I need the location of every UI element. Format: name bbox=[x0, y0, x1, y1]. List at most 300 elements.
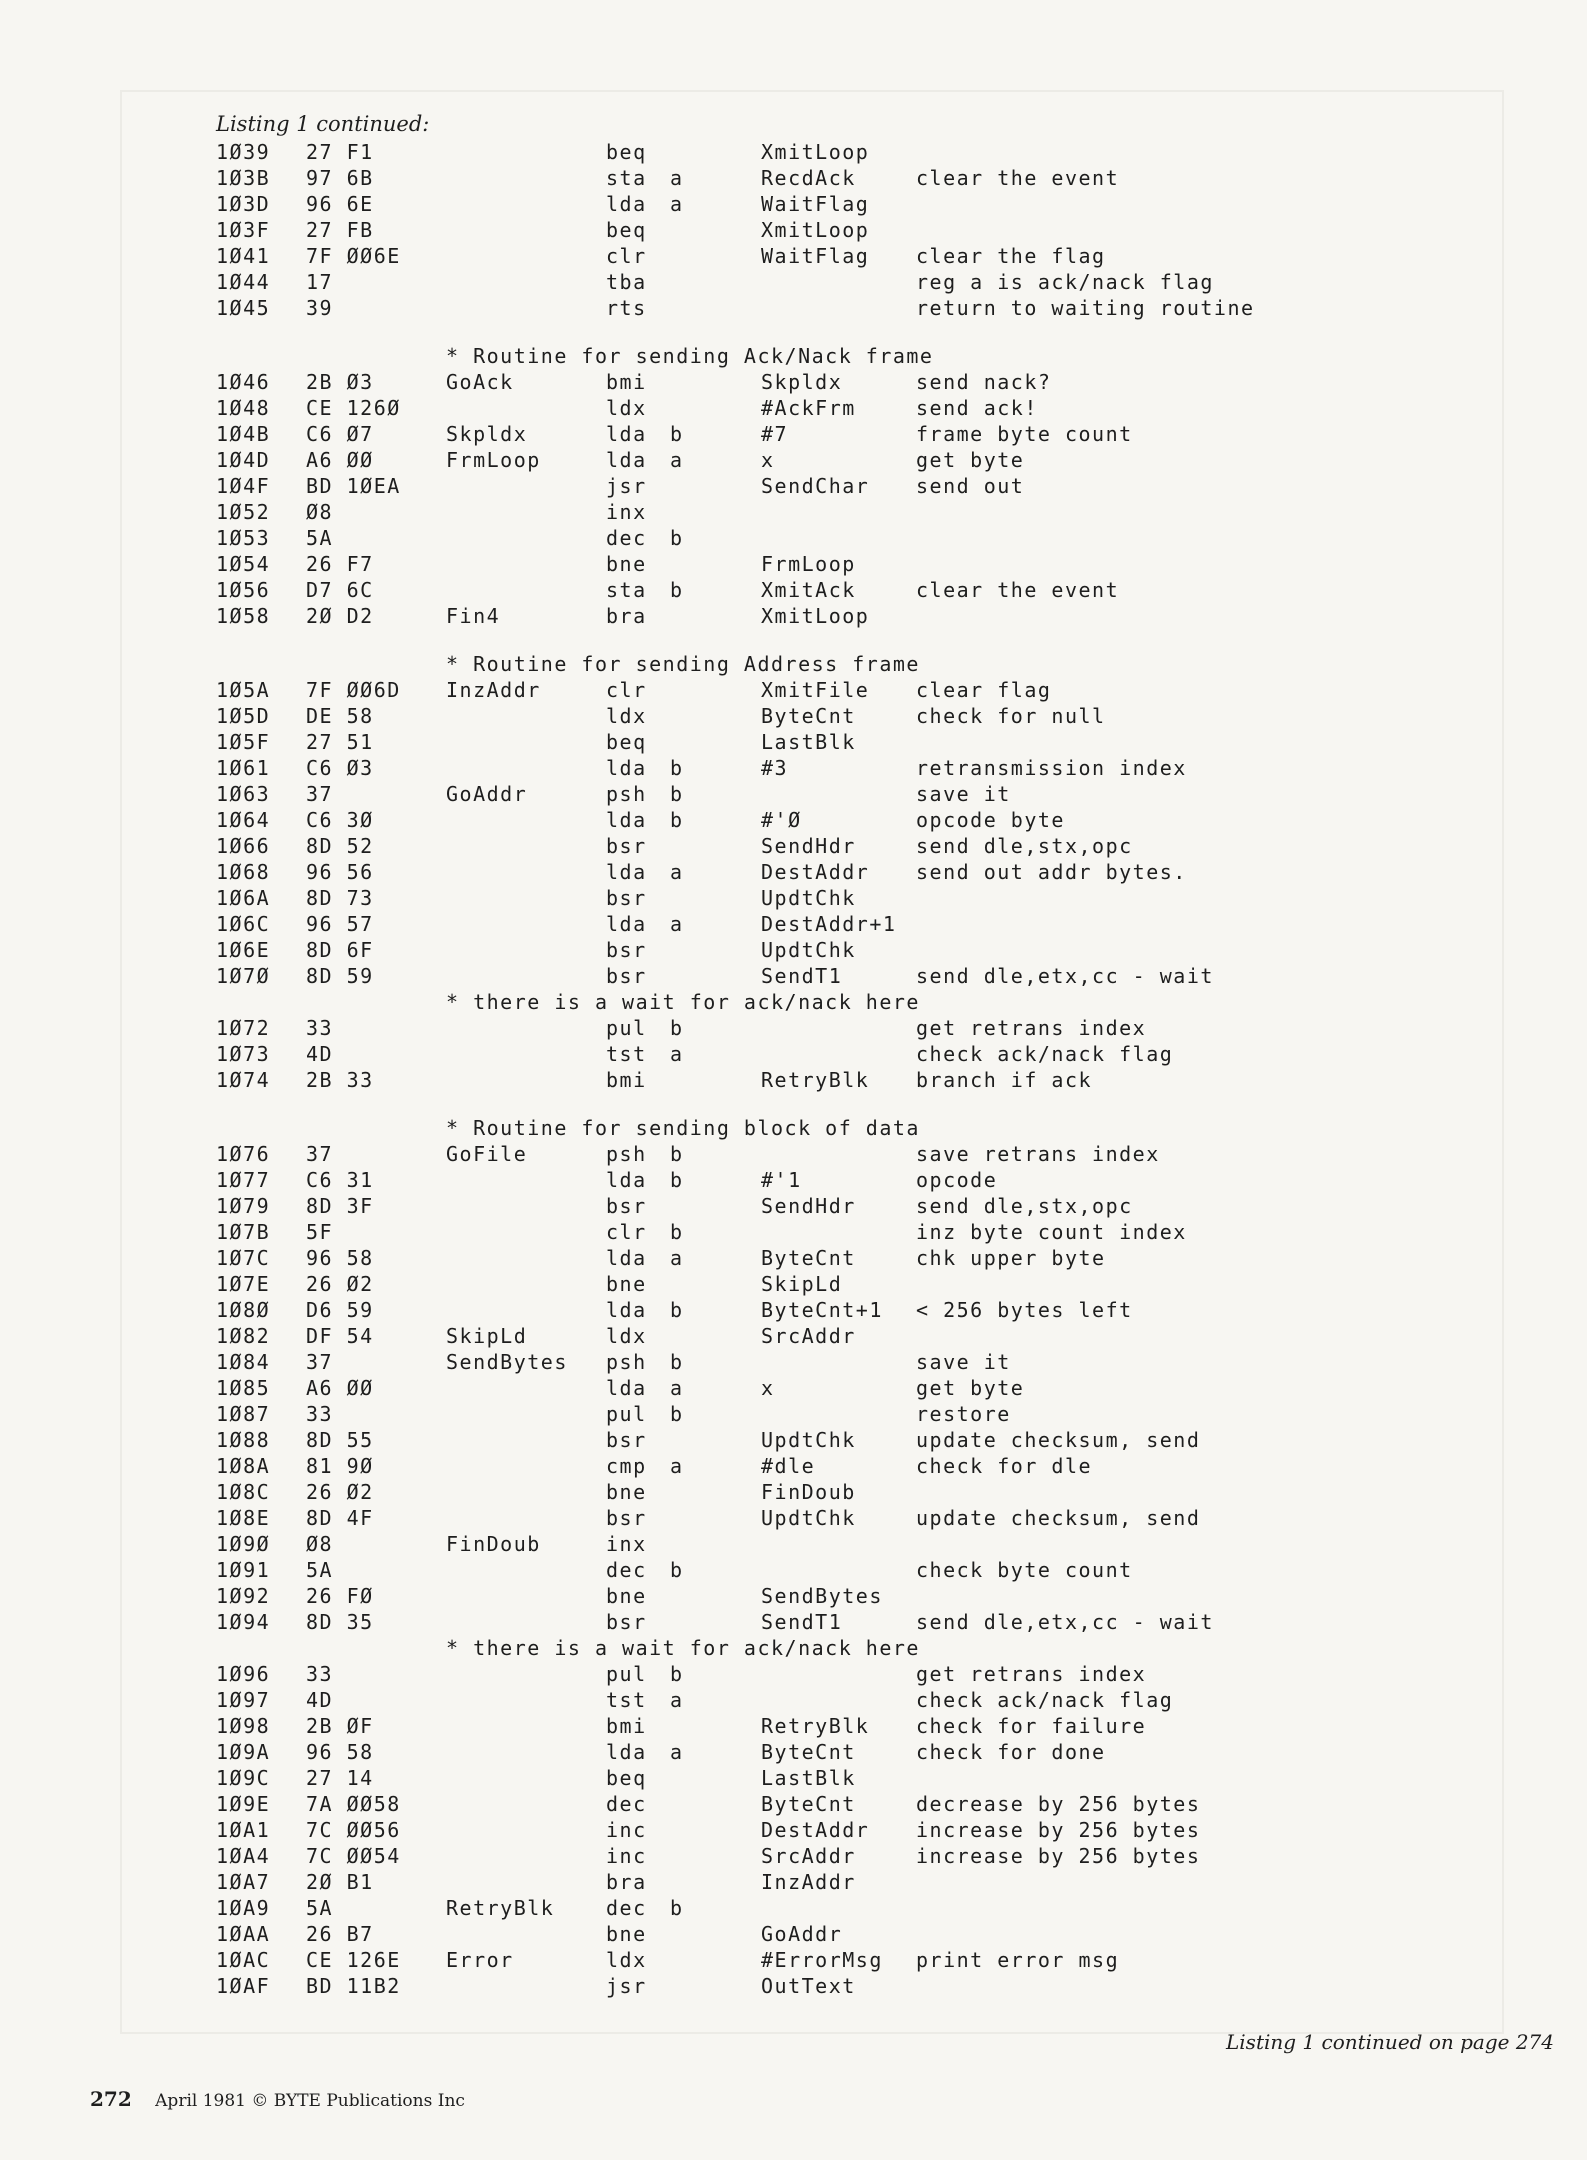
line-accumulator: b bbox=[670, 1558, 684, 1582]
line-mnemonic: psh bbox=[606, 782, 647, 806]
line-accumulator: b bbox=[670, 756, 684, 780]
line-operand: InzAddr bbox=[761, 1870, 856, 1894]
continued-note: Listing 1 continued on page 274 bbox=[1226, 2030, 1554, 2054]
line-operand: SkipLd bbox=[761, 1272, 843, 1296]
line-comment: check ack/nack flag bbox=[916, 1042, 1174, 1066]
line-address: 1Ø7Ø bbox=[216, 964, 271, 988]
line-operand: XmitLoop bbox=[761, 604, 870, 628]
line-address: 1Ø4F bbox=[216, 474, 271, 498]
line-mnemonic: ldx bbox=[606, 704, 647, 728]
line-address: 1Ø79 bbox=[216, 1194, 271, 1218]
line-opcode-bytes: 96 56 bbox=[306, 860, 374, 884]
line-comment: check byte count bbox=[916, 1558, 1133, 1582]
line-mnemonic: inc bbox=[606, 1818, 647, 1842]
line-operand: RecdAck bbox=[761, 166, 856, 190]
line-comment: frame byte count bbox=[916, 422, 1133, 446]
line-address: 1Ø8C bbox=[216, 1480, 271, 1504]
line-operand: ByteCnt bbox=[761, 1792, 856, 1816]
line-operand: SrcAddr bbox=[761, 1844, 856, 1868]
line-accumulator: a bbox=[670, 448, 684, 472]
line-opcode-bytes: 96 57 bbox=[306, 912, 374, 936]
line-mnemonic: lda bbox=[606, 1298, 647, 1322]
line-opcode-bytes: 2Ø D2 bbox=[306, 604, 374, 628]
line-opcode-bytes: 33 bbox=[306, 1016, 334, 1040]
line-mnemonic: cmp bbox=[606, 1454, 647, 1478]
line-address: 1Ø48 bbox=[216, 396, 271, 420]
line-comment: retransmission index bbox=[916, 756, 1187, 780]
line-opcode-bytes: C6 Ø3 bbox=[306, 756, 374, 780]
line-accumulator: a bbox=[670, 912, 684, 936]
line-mnemonic: bsr bbox=[606, 1428, 647, 1452]
line-opcode-bytes: 2B ØF bbox=[306, 1714, 374, 1738]
line-comment: update checksum, send bbox=[916, 1506, 1201, 1530]
line-operand: #'Ø bbox=[761, 808, 802, 832]
line-comment: update checksum, send bbox=[916, 1428, 1201, 1452]
line-opcode-bytes: 4D bbox=[306, 1688, 334, 1712]
line-opcode-bytes: 96 58 bbox=[306, 1740, 374, 1764]
line-operand: #3 bbox=[761, 756, 789, 780]
line-opcode-bytes: A6 ØØ bbox=[306, 448, 374, 472]
line-opcode-bytes: 33 bbox=[306, 1662, 334, 1686]
line-label: GoAck bbox=[446, 370, 514, 394]
line-operand: FrmLoop bbox=[761, 552, 856, 576]
line-address: 1Ø87 bbox=[216, 1402, 271, 1426]
line-mnemonic: lda bbox=[606, 422, 647, 446]
line-mnemonic: bsr bbox=[606, 964, 647, 988]
line-address: 1Ø56 bbox=[216, 578, 271, 602]
line-opcode-bytes: A6 ØØ bbox=[306, 1376, 374, 1400]
line-accumulator: b bbox=[670, 1662, 684, 1686]
line-address: 1Ø41 bbox=[216, 244, 271, 268]
line-mnemonic: clr bbox=[606, 244, 647, 268]
line-address: 1Ø46 bbox=[216, 370, 271, 394]
line-mnemonic: sta bbox=[606, 166, 647, 190]
line-operand: LastBlk bbox=[761, 730, 856, 754]
line-mnemonic: lda bbox=[606, 756, 647, 780]
line-mnemonic: sta bbox=[606, 578, 647, 602]
line-accumulator: b bbox=[670, 1350, 684, 1374]
line-comment: send dle,stx,opc bbox=[916, 1194, 1133, 1218]
line-comment: increase by 256 bytes bbox=[916, 1844, 1201, 1868]
line-opcode-bytes: CE 126E bbox=[306, 1948, 401, 1972]
line-accumulator: a bbox=[670, 1454, 684, 1478]
line-mnemonic: rts bbox=[606, 296, 647, 320]
line-comment: reg a is ack/nack flag bbox=[916, 270, 1214, 294]
line-operand: #'1 bbox=[761, 1168, 802, 1192]
line-mnemonic: bmi bbox=[606, 370, 647, 394]
line-mnemonic: bne bbox=[606, 552, 647, 576]
line-mnemonic: psh bbox=[606, 1142, 647, 1166]
line-address: 1Ø92 bbox=[216, 1584, 271, 1608]
line-opcode-bytes: 27 51 bbox=[306, 730, 374, 754]
line-label: InzAddr bbox=[446, 678, 541, 702]
footer-text: April 1981 © BYTE Publications Inc bbox=[155, 2091, 465, 2111]
line-operand: ByteCnt+1 bbox=[761, 1298, 883, 1322]
line-comment: clear flag bbox=[916, 678, 1052, 702]
line-mnemonic: inx bbox=[606, 500, 647, 524]
line-opcode-bytes: DE 58 bbox=[306, 704, 374, 728]
line-mnemonic: beq bbox=[606, 140, 647, 164]
line-comment: check ack/nack flag bbox=[916, 1688, 1174, 1712]
line-mnemonic: tba bbox=[606, 270, 647, 294]
line-comment: branch if ack bbox=[916, 1068, 1093, 1092]
line-address: 1Ø74 bbox=[216, 1068, 271, 1092]
line-comment: get retrans index bbox=[916, 1016, 1147, 1040]
line-accumulator: b bbox=[670, 1016, 684, 1040]
line-opcode-bytes: Ø8 bbox=[306, 1532, 334, 1556]
line-comment: inz byte count index bbox=[916, 1220, 1187, 1244]
line-address: 1Ø4B bbox=[216, 422, 271, 446]
line-opcode-bytes: 26 Ø2 bbox=[306, 1272, 374, 1296]
line-operand: SendHdr bbox=[761, 1194, 856, 1218]
line-operand: ByteCnt bbox=[761, 1740, 856, 1764]
line-operand: RetryBlk bbox=[761, 1714, 870, 1738]
line-operand: GoAddr bbox=[761, 1922, 843, 1946]
line-mnemonic: bne bbox=[606, 1272, 647, 1296]
line-mnemonic: beq bbox=[606, 218, 647, 242]
line-opcode-bytes: 37 bbox=[306, 1142, 334, 1166]
line-mnemonic: ldx bbox=[606, 1948, 647, 1972]
line-address: 1Ø88 bbox=[216, 1428, 271, 1452]
line-mnemonic: lda bbox=[606, 1246, 647, 1270]
line-opcode-bytes: Ø8 bbox=[306, 500, 334, 524]
line-label: Error bbox=[446, 1948, 514, 1972]
line-mnemonic: bne bbox=[606, 1922, 647, 1946]
line-opcode-bytes: 97 6B bbox=[306, 166, 374, 190]
listing-header: Listing 1 continued: bbox=[216, 112, 430, 136]
line-address: 1Ø84 bbox=[216, 1350, 271, 1374]
line-opcode-bytes: 39 bbox=[306, 296, 334, 320]
line-operand: UpdtChk bbox=[761, 1506, 856, 1530]
line-accumulator: b bbox=[670, 526, 684, 550]
line-comment: check for dle bbox=[916, 1454, 1093, 1478]
line-address: 1Ø63 bbox=[216, 782, 271, 806]
line-comment: clear the event bbox=[916, 166, 1120, 190]
line-opcode-bytes: 96 6E bbox=[306, 192, 374, 216]
line-opcode-bytes: 8D 4F bbox=[306, 1506, 374, 1530]
line-mnemonic: dec bbox=[606, 1558, 647, 1582]
line-address: 1Ø39 bbox=[216, 140, 271, 164]
line-mnemonic: bra bbox=[606, 1870, 647, 1894]
line-mnemonic: bsr bbox=[606, 1610, 647, 1634]
line-address: 1Ø52 bbox=[216, 500, 271, 524]
line-operand: SendChar bbox=[761, 474, 870, 498]
line-opcode-bytes: 33 bbox=[306, 1402, 334, 1426]
line-opcode-bytes: 8D 3F bbox=[306, 1194, 374, 1218]
line-accumulator: a bbox=[670, 1042, 684, 1066]
line-operand: WaitFlag bbox=[761, 244, 870, 268]
line-comment: check for done bbox=[916, 1740, 1106, 1764]
line-operand: WaitFlag bbox=[761, 192, 870, 216]
line-mnemonic: bra bbox=[606, 604, 647, 628]
line-mnemonic: beq bbox=[606, 730, 647, 754]
line-opcode-bytes: 7F ØØ6D bbox=[306, 678, 401, 702]
line-accumulator: a bbox=[670, 860, 684, 884]
line-opcode-bytes: 8D 6F bbox=[306, 938, 374, 962]
line-address: 1Ø9A bbox=[216, 1740, 271, 1764]
line-opcode-bytes: 8D 52 bbox=[306, 834, 374, 858]
line-opcode-bytes: 2B Ø3 bbox=[306, 370, 374, 394]
line-accumulator: b bbox=[670, 1402, 684, 1426]
line-comment: check for failure bbox=[916, 1714, 1147, 1738]
line-address: 1Ø7E bbox=[216, 1272, 271, 1296]
line-mnemonic: jsr bbox=[606, 1974, 647, 1998]
line-comment: save it bbox=[916, 1350, 1011, 1374]
line-mnemonic: bne bbox=[606, 1480, 647, 1504]
line-comment: < 256 bytes left bbox=[916, 1298, 1133, 1322]
line-opcode-bytes: 7C ØØ56 bbox=[306, 1818, 401, 1842]
line-operand: ByteCnt bbox=[761, 704, 856, 728]
line-mnemonic: clr bbox=[606, 1220, 647, 1244]
line-operand: ByteCnt bbox=[761, 1246, 856, 1270]
section-heading-text: * there is a wait for ack/nack here bbox=[446, 990, 920, 1014]
line-address: 1ØAC bbox=[216, 1948, 271, 1972]
line-label: FrmLoop bbox=[446, 448, 541, 472]
line-address: 1Ø73 bbox=[216, 1042, 271, 1066]
line-opcode-bytes: 5A bbox=[306, 1558, 334, 1582]
line-operand: DestAddr+1 bbox=[761, 912, 897, 936]
line-comment: print error msg bbox=[916, 1948, 1120, 1972]
line-address: 1Ø5A bbox=[216, 678, 271, 702]
line-mnemonic: bsr bbox=[606, 1506, 647, 1530]
line-comment: opcode byte bbox=[916, 808, 1065, 832]
line-address: 1Ø7C bbox=[216, 1246, 271, 1270]
line-address: 1Ø8A bbox=[216, 1454, 271, 1478]
line-operand: OutText bbox=[761, 1974, 856, 1998]
line-opcode-bytes: 26 Ø2 bbox=[306, 1480, 374, 1504]
line-address: 1Ø68 bbox=[216, 860, 271, 884]
line-operand: #dle bbox=[761, 1454, 816, 1478]
line-mnemonic: bsr bbox=[606, 1194, 647, 1218]
line-address: 1Ø77 bbox=[216, 1168, 271, 1192]
section-heading-text: * there is a wait for ack/nack here bbox=[446, 1636, 920, 1660]
line-comment: clear the event bbox=[916, 578, 1120, 602]
line-accumulator: b bbox=[670, 578, 684, 602]
line-comment: send dle,stx,opc bbox=[916, 834, 1133, 858]
line-mnemonic: bsr bbox=[606, 938, 647, 962]
line-address: 1Ø3F bbox=[216, 218, 271, 242]
line-opcode-bytes: BD 1ØEA bbox=[306, 474, 401, 498]
line-opcode-bytes: 7C ØØ54 bbox=[306, 1844, 401, 1868]
line-comment: increase by 256 bytes bbox=[916, 1818, 1201, 1842]
line-address: 1Ø72 bbox=[216, 1016, 271, 1040]
line-comment: get byte bbox=[916, 1376, 1025, 1400]
line-mnemonic: bsr bbox=[606, 886, 647, 910]
line-mnemonic: lda bbox=[606, 860, 647, 884]
line-operand: UpdtChk bbox=[761, 938, 856, 962]
line-accumulator: a bbox=[670, 1246, 684, 1270]
line-address: 1Ø53 bbox=[216, 526, 271, 550]
line-accumulator: b bbox=[670, 1220, 684, 1244]
line-accumulator: b bbox=[670, 1896, 684, 1920]
line-address: 1Ø9C bbox=[216, 1766, 271, 1790]
line-operand: x bbox=[761, 448, 775, 472]
page-number: 272 bbox=[90, 2087, 132, 2111]
page-footer bbox=[90, 2087, 465, 2111]
line-address: 1Ø44 bbox=[216, 270, 271, 294]
line-mnemonic: inx bbox=[606, 1532, 647, 1556]
line-address: 1Ø76 bbox=[216, 1142, 271, 1166]
line-opcode-bytes: 27 FB bbox=[306, 218, 374, 242]
line-operand: XmitFile bbox=[761, 678, 870, 702]
line-operand: XmitLoop bbox=[761, 140, 870, 164]
line-comment: send ack! bbox=[916, 396, 1038, 420]
section-heading-text: * Routine for sending Ack/Nack frame bbox=[446, 344, 934, 368]
line-operand: LastBlk bbox=[761, 1766, 856, 1790]
line-operand: SendHdr bbox=[761, 834, 856, 858]
line-mnemonic: bmi bbox=[606, 1068, 647, 1092]
line-accumulator: b bbox=[670, 1142, 684, 1166]
line-address: 1ØA9 bbox=[216, 1896, 271, 1920]
line-comment: send out bbox=[916, 474, 1025, 498]
line-address: 1Ø82 bbox=[216, 1324, 271, 1348]
line-label: SendBytes bbox=[446, 1350, 568, 1374]
line-mnemonic: clr bbox=[606, 678, 647, 702]
line-operand: DestAddr bbox=[761, 1818, 870, 1842]
line-comment: clear the flag bbox=[916, 244, 1106, 268]
line-comment: check for null bbox=[916, 704, 1106, 728]
line-mnemonic: inc bbox=[606, 1844, 647, 1868]
line-mnemonic: lda bbox=[606, 1740, 647, 1764]
line-accumulator: a bbox=[670, 1376, 684, 1400]
line-opcode-bytes: 96 58 bbox=[306, 1246, 374, 1270]
line-operand: SendT1 bbox=[761, 964, 843, 988]
line-operand: SendBytes bbox=[761, 1584, 883, 1608]
line-comment: save retrans index bbox=[916, 1142, 1160, 1166]
line-address: 1Ø96 bbox=[216, 1662, 271, 1686]
line-address: 1Ø98 bbox=[216, 1714, 271, 1738]
line-opcode-bytes: 5A bbox=[306, 526, 334, 550]
line-mnemonic: dec bbox=[606, 1896, 647, 1920]
line-opcode-bytes: 2B 33 bbox=[306, 1068, 374, 1092]
line-mnemonic: ldx bbox=[606, 396, 647, 420]
line-mnemonic: pul bbox=[606, 1662, 647, 1686]
line-label: RetryBlk bbox=[446, 1896, 555, 1920]
line-operand: DestAddr bbox=[761, 860, 870, 884]
line-address: 1ØAF bbox=[216, 1974, 271, 1998]
line-opcode-bytes: 8D 73 bbox=[306, 886, 374, 910]
line-opcode-bytes: BD 11B2 bbox=[306, 1974, 401, 1998]
line-opcode-bytes: 7A ØØ58 bbox=[306, 1792, 401, 1816]
line-operand: x bbox=[761, 1376, 775, 1400]
section-heading-text: * Routine for sending Address frame bbox=[446, 652, 920, 676]
line-mnemonic: psh bbox=[606, 1350, 647, 1374]
line-mnemonic: dec bbox=[606, 1792, 647, 1816]
line-address: 1Ø5F bbox=[216, 730, 271, 754]
line-opcode-bytes: 37 bbox=[306, 1350, 334, 1374]
line-opcode-bytes: 5F bbox=[306, 1220, 334, 1244]
line-address: 1Ø97 bbox=[216, 1688, 271, 1712]
line-opcode-bytes: CE 126Ø bbox=[306, 396, 401, 420]
line-operand: XmitLoop bbox=[761, 218, 870, 242]
line-opcode-bytes: 27 14 bbox=[306, 1766, 374, 1790]
line-mnemonic: lda bbox=[606, 1376, 647, 1400]
line-opcode-bytes: 26 FØ bbox=[306, 1584, 374, 1608]
line-accumulator: b bbox=[670, 1168, 684, 1192]
line-comment: send dle,etx,cc - wait bbox=[916, 964, 1214, 988]
line-address: 1Ø94 bbox=[216, 1610, 271, 1634]
line-comment: decrease by 256 bytes bbox=[916, 1792, 1201, 1816]
line-label: SkipLd bbox=[446, 1324, 528, 1348]
line-comment: restore bbox=[916, 1402, 1011, 1426]
line-accumulator: b bbox=[670, 782, 684, 806]
line-opcode-bytes: 2Ø B1 bbox=[306, 1870, 374, 1894]
line-address: 1Ø91 bbox=[216, 1558, 271, 1582]
line-address: 1Ø6A bbox=[216, 886, 271, 910]
line-operand: SendT1 bbox=[761, 1610, 843, 1634]
section-heading-text: * Routine for sending block of data bbox=[446, 1116, 920, 1140]
line-address: 1Ø6E bbox=[216, 938, 271, 962]
line-address: 1Ø66 bbox=[216, 834, 271, 858]
line-accumulator: a bbox=[670, 166, 684, 190]
line-mnemonic: lda bbox=[606, 1168, 647, 1192]
line-address: 1Ø45 bbox=[216, 296, 271, 320]
line-opcode-bytes: C6 3Ø bbox=[306, 808, 374, 832]
line-comment: opcode bbox=[916, 1168, 998, 1192]
line-operand: FinDoub bbox=[761, 1480, 856, 1504]
line-operand: SrcAddr bbox=[761, 1324, 856, 1348]
line-address: 1Ø9E bbox=[216, 1792, 271, 1816]
line-opcode-bytes: 17 bbox=[306, 270, 334, 294]
line-address: 1Ø85 bbox=[216, 1376, 271, 1400]
line-label: GoAddr bbox=[446, 782, 528, 806]
line-opcode-bytes: 8D 35 bbox=[306, 1610, 374, 1634]
line-mnemonic: dec bbox=[606, 526, 647, 550]
line-accumulator: a bbox=[670, 1740, 684, 1764]
line-operand: #7 bbox=[761, 422, 789, 446]
line-mnemonic: jsr bbox=[606, 474, 647, 498]
line-address: 1Ø3D bbox=[216, 192, 271, 216]
line-address: 1Ø9Ø bbox=[216, 1532, 271, 1556]
line-mnemonic: tst bbox=[606, 1688, 647, 1712]
line-address: 1ØAA bbox=[216, 1922, 271, 1946]
line-opcode-bytes: 81 9Ø bbox=[306, 1454, 374, 1478]
line-opcode-bytes: DF 54 bbox=[306, 1324, 374, 1348]
line-operand: Skpldx bbox=[761, 370, 843, 394]
line-address: 1ØA7 bbox=[216, 1870, 271, 1894]
line-mnemonic: lda bbox=[606, 448, 647, 472]
line-opcode-bytes: 5A bbox=[306, 1896, 334, 1920]
line-address: 1Ø3B bbox=[216, 166, 271, 190]
line-address: 1Ø8E bbox=[216, 1506, 271, 1530]
line-address: 1Ø64 bbox=[216, 808, 271, 832]
line-comment: return to waiting routine bbox=[916, 296, 1255, 320]
line-comment: get retrans index bbox=[916, 1662, 1147, 1686]
line-operand: #AckFrm bbox=[761, 396, 856, 420]
line-mnemonic: bmi bbox=[606, 1714, 647, 1738]
line-opcode-bytes: 8D 55 bbox=[306, 1428, 374, 1452]
line-operand: #ErrorMsg bbox=[761, 1948, 883, 1972]
line-accumulator: a bbox=[670, 192, 684, 216]
line-operand: RetryBlk bbox=[761, 1068, 870, 1092]
line-opcode-bytes: 26 F7 bbox=[306, 552, 374, 576]
line-opcode-bytes: D6 59 bbox=[306, 1298, 374, 1322]
line-mnemonic: bne bbox=[606, 1584, 647, 1608]
line-opcode-bytes: 4D bbox=[306, 1042, 334, 1066]
line-mnemonic: pul bbox=[606, 1402, 647, 1426]
line-label: GoFile bbox=[446, 1142, 528, 1166]
line-mnemonic: beq bbox=[606, 1766, 647, 1790]
line-mnemonic: lda bbox=[606, 808, 647, 832]
line-mnemonic: pul bbox=[606, 1016, 647, 1040]
line-comment: send out addr bytes. bbox=[916, 860, 1187, 884]
line-mnemonic: tst bbox=[606, 1042, 647, 1066]
line-comment: send dle,etx,cc - wait bbox=[916, 1610, 1214, 1634]
line-address: 1Ø8Ø bbox=[216, 1298, 271, 1322]
line-comment: send nack? bbox=[916, 370, 1052, 394]
line-address: 1Ø4D bbox=[216, 448, 271, 472]
line-comment: chk upper byte bbox=[916, 1246, 1106, 1270]
